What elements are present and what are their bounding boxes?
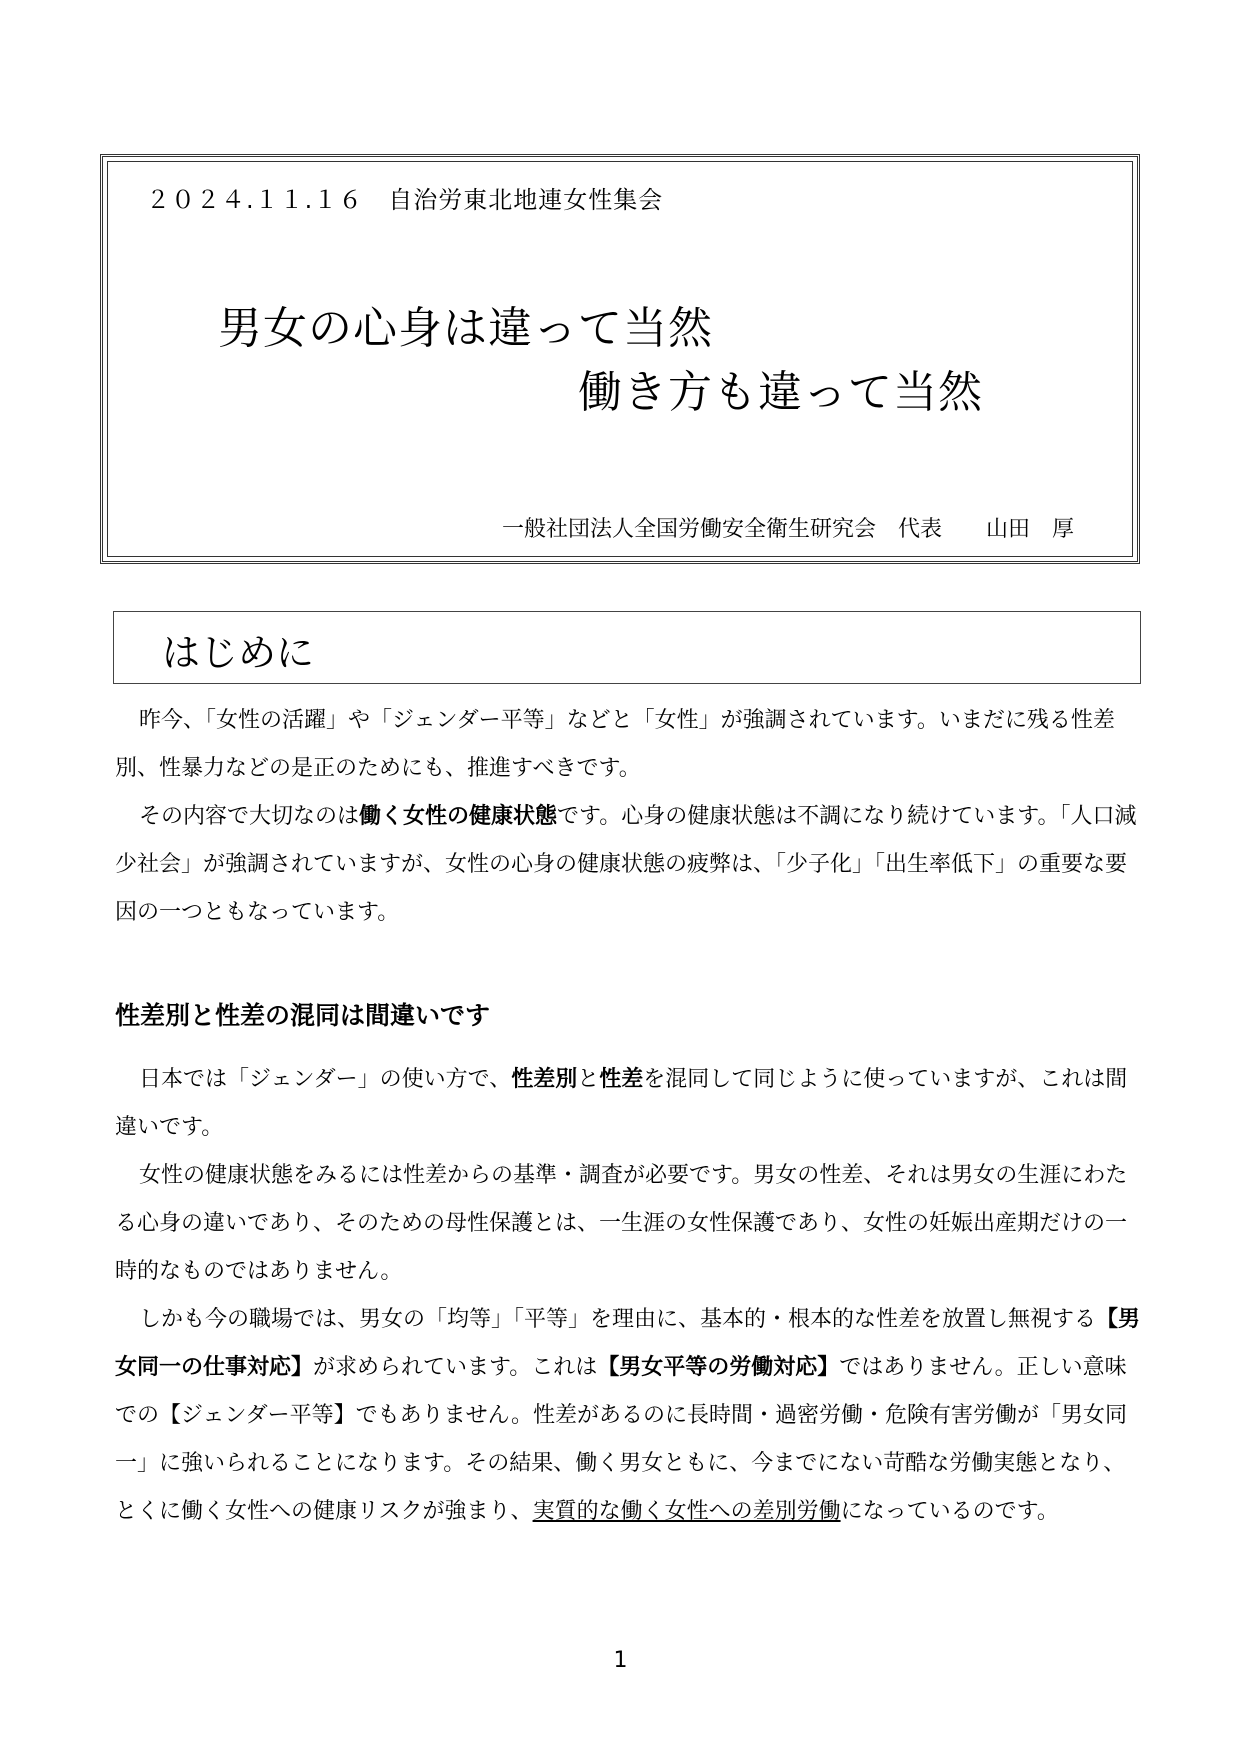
intro-paragraph-1: 昨今、「女性の活躍」や「ジェンダー平等」などと「女性」が強調されています。いまだに残る性差別、性暴力などの是正のためにも、推進すべきです。 [115,708,1115,781]
event-date-line: ２０２４.１１.１６ 自治労東北地連女性集会 [146,186,664,214]
intro-p2-text-a: その内容で大切なのは [139,804,360,829]
intro-p2-bold: 働く女性の健康状態 [359,804,558,829]
section2-paragraph-3 [115,1296,1145,1536]
s2p3-underline: 実質的な働く女性への差別労働 [532,1499,841,1524]
title-box [100,154,1140,564]
s2p1-bold-sabetsu: 性差別 [511,1067,578,1092]
page-number: 1 [613,1648,628,1673]
s2p1-text-c: と [577,1067,600,1092]
section-heading-box [113,611,1141,684]
s2p3-text-a: しかも今の職場では、男女の「均等」「平等」を理由に、基本的・根本的な性差を放置し無視する [139,1307,1097,1332]
title-line-2: 働き方も違って当然 [578,367,983,418]
intro-p2-text-c: です。心身の健康状態は不調になり続けています。「人口減少社会」が強調されていますが、女性の心身の健康状態の疲弊は、「少子化」「出生率低下」の重要な要因の一つともなっています。 [115,804,1137,925]
section2-heading: 性差別と性差の混同は間違いです [115,1001,491,1030]
title-line-1: 男女の心身は違って当然 [218,303,713,354]
s2p1-text-e: を混同して同じように使っていますが、これは間違いです。 [115,1067,1128,1140]
s2p1-text-a: 日本では「ジェンダー」の使い方で、 [139,1067,512,1092]
section2-paragraph-2: 女性の健康状態をみるには性差からの基準・調査が必要です。男女の性差、それは男女の生涯にわたる心身の違いであり、そのための母性保護とは、一生涯の女性保護であり、女性の妊娠出産期だけの一時的なものではありません。 [115,1163,1128,1284]
s2p3-bold-2: 【男女平等の労働対応】 [597,1355,840,1380]
author-line: 一般社団法人全国労働安全衛生研究会 代表 山田 厚 [501,517,1074,542]
s2p1-bold-seisa: 性差 [599,1067,644,1092]
title-box-inner [107,161,1133,557]
s2p3-text-e: ではありません。正しい意味での【ジェンダー平等】でもありません。性差があるのに長時間・過密労働・危険有害労働が「男女同一」に強いられることになります。その結果、働く男女ともに、今までにない苛酷な労働実態となり、とくに働く女性への健康リスクが強まり、 [115,1355,1128,1524]
s2p3-bold-1: 【男女同一の仕事対応】 [115,1307,1141,1380]
section-heading-intro: はじめに [162,631,315,675]
s2p3-text-c: が求められています。これは [313,1355,598,1380]
section2-paragraph-1 [115,1056,1145,1152]
s2p3-text-g: になっているのです。 [840,1499,1059,1524]
intro-paragraph-2 [115,793,1145,937]
